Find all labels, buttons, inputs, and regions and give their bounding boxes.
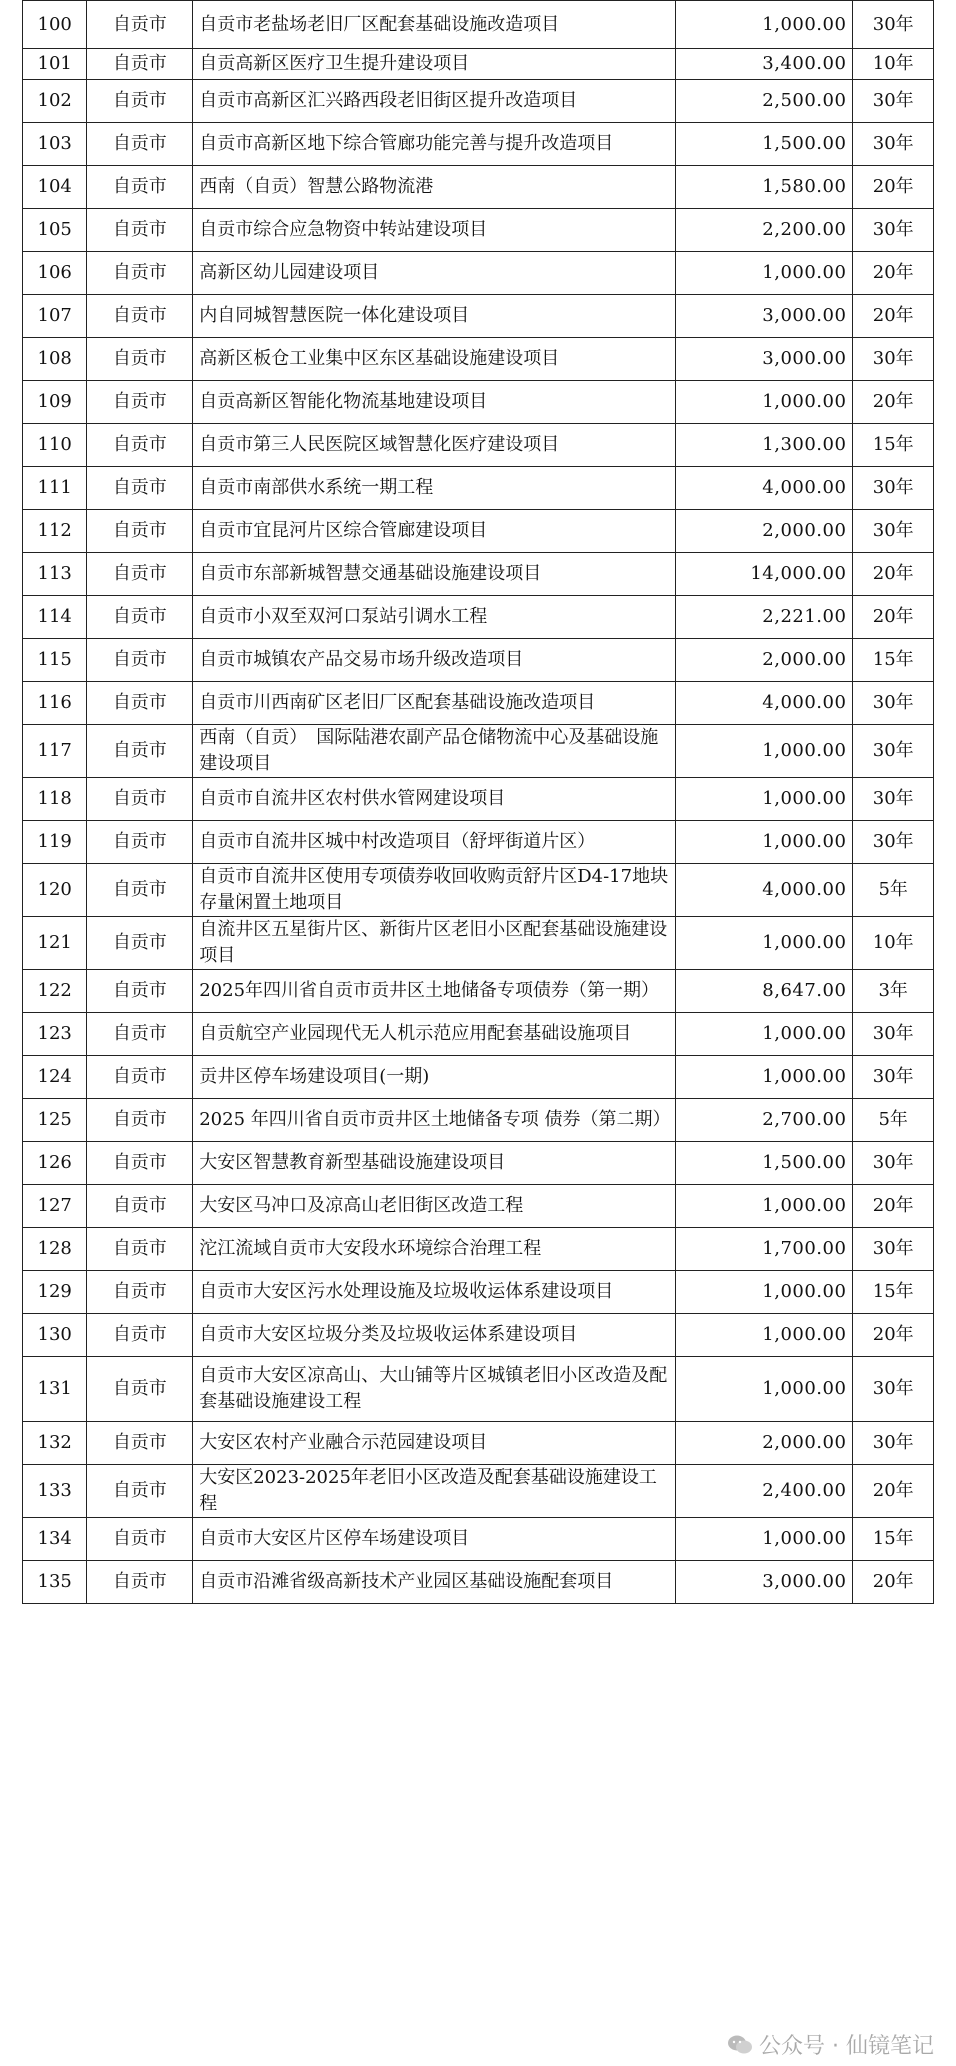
row-amount: 2,000.00 [676,510,853,553]
table-row [23,338,934,381]
table-row [23,778,934,821]
row-term: 20年 [853,553,934,596]
table-row [23,553,934,596]
row-amount: 1,000.00 [676,1357,853,1422]
row-project-name: 自贡市川西南矿区老旧厂区配套基础设施改造项目 [193,682,676,725]
row-project-name: 自贡市自流井区城中村改造项目（舒坪街道片区） [193,821,676,864]
row-project-name: 自贡市东部新城智慧交通基础设施建设项目 [193,553,676,596]
row-city: 自贡市 [87,1142,193,1185]
row-term: 30年 [853,510,934,553]
row-term: 20年 [853,166,934,209]
row-term: 30年 [853,1013,934,1056]
row-city: 自贡市 [87,864,193,917]
row-city: 自贡市 [87,424,193,467]
row-amount: 4,000.00 [676,682,853,725]
row-amount: 1,000.00 [676,821,853,864]
row-number: 122 [23,970,87,1013]
row-city: 自贡市 [87,1,193,49]
row-project-name: 自贡市综合应急物资中转站建设项目 [193,209,676,252]
row-term: 30年 [853,1142,934,1185]
row-city: 自贡市 [87,1465,193,1518]
row-term: 30年 [853,682,934,725]
row-term: 10年 [853,917,934,970]
table-row [23,1,934,49]
row-city: 自贡市 [87,510,193,553]
table-row [23,467,934,510]
row-amount: 1,700.00 [676,1228,853,1271]
row-number: 123 [23,1013,87,1056]
row-term: 20年 [853,1465,934,1518]
row-city: 自贡市 [87,682,193,725]
row-city: 自贡市 [87,1271,193,1314]
row-project-name: 自贡市沿滩省级高新技术产业园区基础设施配套项目 [193,1561,676,1604]
row-city: 自贡市 [87,1561,193,1604]
row-term: 20年 [853,1561,934,1604]
row-amount: 1,000.00 [676,1056,853,1099]
row-amount: 2,700.00 [676,1099,853,1142]
row-project-name: 2025年四川省自贡市贡井区土地储备专项债券（第一期） [193,970,676,1013]
row-number: 120 [23,864,87,917]
row-number: 119 [23,821,87,864]
row-number: 129 [23,1271,87,1314]
table-row [23,864,934,917]
row-project-name: 自贡市大安区污水处理设施及垃圾收运体系建设项目 [193,1271,676,1314]
row-project-name: 2025 年四川省自贡市贡井区土地储备专项 债券（第二期） [193,1099,676,1142]
row-city: 自贡市 [87,778,193,821]
row-amount: 4,000.00 [676,467,853,510]
row-city: 自贡市 [87,725,193,778]
table-row [23,1228,934,1271]
row-project-name: 大安区智慧教育新型基础设施建设项目 [193,1142,676,1185]
table-row [23,1013,934,1056]
row-number: 121 [23,917,87,970]
row-term: 30年 [853,725,934,778]
row-amount: 1,000.00 [676,725,853,778]
watermark-text: 公众号 · 仙镜笔记 [759,2034,934,2059]
row-project-name: 大安区农村产业融合示范园建设项目 [193,1422,676,1465]
table-row [23,821,934,864]
row-number: 127 [23,1185,87,1228]
row-project-name: 自贡市老盐场老旧厂区配套基础设施改造项目 [193,1,676,49]
row-term: 30年 [853,467,934,510]
row-amount: 14,000.00 [676,553,853,596]
row-term: 30年 [853,1422,934,1465]
table-row [23,639,934,682]
row-term: 20年 [853,381,934,424]
row-term: 30年 [853,209,934,252]
table-row [23,1518,934,1561]
row-project-name: 贡井区停车场建设项目(一期) [193,1056,676,1099]
table-row [23,917,934,970]
row-project-name: 大安区马冲口及凉高山老旧街区改造工程 [193,1185,676,1228]
row-amount: 8,647.00 [676,970,853,1013]
row-term: 15年 [853,639,934,682]
row-city: 自贡市 [87,1056,193,1099]
table-page [22,0,934,1604]
row-number: 128 [23,1228,87,1271]
row-project-name: 自贡市南部供水系统一期工程 [193,467,676,510]
row-number: 116 [23,682,87,725]
table-row [23,1056,934,1099]
row-amount: 2,200.00 [676,209,853,252]
row-number: 125 [23,1099,87,1142]
row-city: 自贡市 [87,1357,193,1422]
row-city: 自贡市 [87,970,193,1013]
row-amount: 2,400.00 [676,1465,853,1518]
row-term: 5年 [853,864,934,917]
row-amount: 1,000.00 [676,1013,853,1056]
row-city: 自贡市 [87,166,193,209]
table-row [23,510,934,553]
row-city: 自贡市 [87,1422,193,1465]
row-number: 111 [23,467,87,510]
row-amount: 1,580.00 [676,166,853,209]
row-term: 30年 [853,821,934,864]
row-project-name: 大安区2023-2025年老旧小区改造及配套基础设施建设工程 [193,1465,676,1518]
row-city: 自贡市 [87,467,193,510]
row-number: 100 [23,1,87,49]
row-project-name: 自贡市小双至双河口泵站引调水工程 [193,596,676,639]
table-row [23,123,934,166]
row-project-name: 自贡市大安区片区停车场建设项目 [193,1518,676,1561]
row-term: 30年 [853,80,934,123]
table-body [23,1,934,1604]
row-number: 124 [23,1056,87,1099]
row-number: 107 [23,295,87,338]
table-row [23,1271,934,1314]
row-number: 110 [23,424,87,467]
row-project-name: 自贡市大安区凉高山、大山铺等片区城镇老旧小区改造及配套基础设施建设工程 [193,1357,676,1422]
table-row [23,424,934,467]
row-city: 自贡市 [87,49,193,80]
row-city: 自贡市 [87,123,193,166]
row-amount: 1,000.00 [676,778,853,821]
row-term: 15年 [853,1271,934,1314]
table-row [23,49,934,80]
row-city: 自贡市 [87,338,193,381]
row-project-name: 自贡航空产业园现代无人机示范应用配套基础设施项目 [193,1013,676,1056]
row-city: 自贡市 [87,639,193,682]
row-term: 30年 [853,1357,934,1422]
row-city: 自贡市 [87,1314,193,1357]
row-city: 自贡市 [87,553,193,596]
row-project-name: 内自同城智慧医院一体化建设项目 [193,295,676,338]
row-term: 10年 [853,49,934,80]
row-project-name: 自贡市第三人民医院区域智慧化医疗建设项目 [193,424,676,467]
table-row [23,166,934,209]
row-city: 自贡市 [87,209,193,252]
row-amount: 2,500.00 [676,80,853,123]
row-amount: 1,500.00 [676,1142,853,1185]
row-term: 3年 [853,970,934,1013]
row-amount: 1,000.00 [676,1271,853,1314]
row-amount: 1,000.00 [676,1185,853,1228]
row-amount: 3,400.00 [676,49,853,80]
row-number: 101 [23,49,87,80]
row-number: 103 [23,123,87,166]
table-row [23,1142,934,1185]
row-term: 30年 [853,778,934,821]
row-city: 自贡市 [87,821,193,864]
row-number: 113 [23,553,87,596]
row-number: 114 [23,596,87,639]
row-amount: 1,000.00 [676,1314,853,1357]
row-number: 106 [23,252,87,295]
table-row [23,1357,934,1422]
row-term: 30年 [853,1,934,49]
row-amount: 3,000.00 [676,1561,853,1604]
row-city: 自贡市 [87,252,193,295]
row-term: 20年 [853,295,934,338]
row-amount: 1,000.00 [676,1518,853,1561]
row-term: 30年 [853,123,934,166]
table-row [23,596,934,639]
row-amount: 3,000.00 [676,295,853,338]
row-term: 20年 [853,1314,934,1357]
row-number: 126 [23,1142,87,1185]
row-project-name: 自贡市自流井区农村供水管网建设项目 [193,778,676,821]
table-row [23,682,934,725]
row-amount: 3,000.00 [676,338,853,381]
table-row [23,1314,934,1357]
row-city: 自贡市 [87,1228,193,1271]
row-number: 130 [23,1314,87,1357]
table-row [23,1099,934,1142]
table-row [23,80,934,123]
row-project-name: 高新区板仓工业集中区东区基础设施建设项目 [193,338,676,381]
row-project-name: 沱江流域自贡市大安段水环境综合治理工程 [193,1228,676,1271]
wechat-icon [727,2034,753,2056]
row-number: 102 [23,80,87,123]
row-amount: 4,000.00 [676,864,853,917]
row-project-name: 自贡高新区智能化物流基地建设项目 [193,381,676,424]
row-number: 135 [23,1561,87,1604]
table-row [23,1422,934,1465]
row-term: 30年 [853,1056,934,1099]
row-term: 20年 [853,596,934,639]
table-row [23,209,934,252]
row-city: 自贡市 [87,80,193,123]
row-number: 118 [23,778,87,821]
row-amount: 1,000.00 [676,917,853,970]
table-row [23,252,934,295]
row-number: 131 [23,1357,87,1422]
row-city: 自贡市 [87,1013,193,1056]
row-amount: 1,500.00 [676,123,853,166]
row-project-name: 自贡市自流井区使用专项债券收回收购贡舒片区D4-17地块存量闲置土地项目 [193,864,676,917]
row-city: 自贡市 [87,1518,193,1561]
row-project-name: 自贡高新区医疗卫生提升建设项目 [193,49,676,80]
table-row [23,970,934,1013]
row-amount: 1,000.00 [676,381,853,424]
row-project-name: 西南（自贡）智慧公路物流港 [193,166,676,209]
row-project-name: 自流井区五星街片区、新街片区老旧小区配套基础设施建设项目 [193,917,676,970]
row-number: 132 [23,1422,87,1465]
row-city: 自贡市 [87,295,193,338]
row-number: 115 [23,639,87,682]
bond-project-table [22,0,934,1604]
row-number: 108 [23,338,87,381]
row-term: 5年 [853,1099,934,1142]
row-project-name: 自贡市高新区汇兴路西段老旧街区提升改造项目 [193,80,676,123]
row-number: 105 [23,209,87,252]
row-amount: 1,300.00 [676,424,853,467]
row-number: 109 [23,381,87,424]
row-term: 30年 [853,338,934,381]
row-term: 20年 [853,1185,934,1228]
row-project-name: 自贡市宜昆河片区综合管廊建设项目 [193,510,676,553]
table-row [23,381,934,424]
row-city: 自贡市 [87,917,193,970]
row-number: 112 [23,510,87,553]
row-city: 自贡市 [87,596,193,639]
table-row [23,725,934,778]
row-term: 30年 [853,1228,934,1271]
row-city: 自贡市 [87,1185,193,1228]
row-amount: 2,000.00 [676,1422,853,1465]
row-city: 自贡市 [87,381,193,424]
row-term: 15年 [853,424,934,467]
row-amount: 1,000.00 [676,252,853,295]
row-amount: 1,000.00 [676,1,853,49]
row-number: 134 [23,1518,87,1561]
row-project-name: 高新区幼儿园建设项目 [193,252,676,295]
table-row [23,1185,934,1228]
row-project-name: 自贡市高新区地下综合管廊功能完善与提升改造项目 [193,123,676,166]
row-city: 自贡市 [87,1099,193,1142]
row-number: 104 [23,166,87,209]
table-row [23,295,934,338]
table-row [23,1465,934,1518]
row-amount: 2,000.00 [676,639,853,682]
row-project-name: 自贡市城镇农产品交易市场升级改造项目 [193,639,676,682]
row-number: 117 [23,725,87,778]
row-term: 20年 [853,252,934,295]
watermark [727,2029,934,2060]
row-number: 133 [23,1465,87,1518]
row-project-name: 自贡市大安区垃圾分类及垃圾收运体系建设项目 [193,1314,676,1357]
row-term: 15年 [853,1518,934,1561]
row-project-name: 西南（自贡） 国际陆港农副产品仓储物流中心及基础设施建设项目 [193,725,676,778]
row-amount: 2,221.00 [676,596,853,639]
table-row [23,1561,934,1604]
